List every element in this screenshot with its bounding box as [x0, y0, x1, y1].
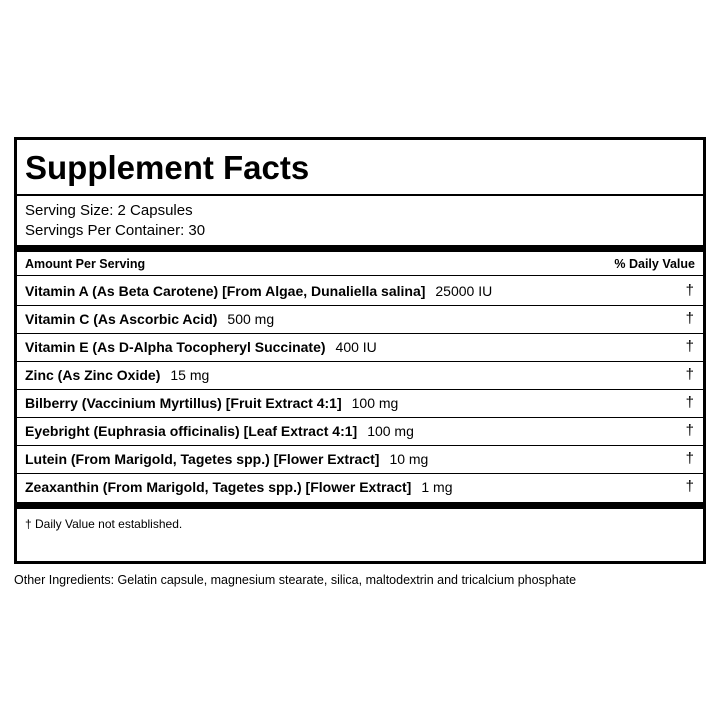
nutrient-row	[17, 474, 703, 502]
nutrient-amount: 25000 IU	[435, 283, 493, 299]
supplement-facts-panel	[14, 137, 706, 564]
nutrient-list	[17, 278, 703, 502]
thick-divider-top	[17, 245, 703, 252]
daily-value: †	[685, 310, 694, 327]
nutrient-name: Vitamin C (As Ascorbic Acid) 500 mg	[25, 311, 275, 327]
nutrient-amount: 100 mg	[351, 395, 399, 411]
nutrient-name: Zeaxanthin (From Marigold, Tagetes spp.) [Flower Extract] 1 mg	[25, 479, 453, 495]
servings-per-container: Servings Per Container: 30	[25, 222, 206, 239]
nutrient-name: Lutein (From Marigold, Tagetes spp.) [Flower Extract] 10 mg	[25, 451, 429, 467]
nutrient-row	[17, 446, 703, 474]
nutrient-row	[17, 306, 703, 334]
daily-value-header: % Daily Value	[614, 257, 695, 271]
other-ingredients: Other Ingredients: Gelatin capsule, magnesium stearate, silica, maltodextrin and tricalcium phosphate	[14, 573, 577, 587]
amount-per-serving-header: Amount Per Serving	[25, 257, 146, 271]
nutrient-name: Eyebright (Euphrasia officinalis) [Leaf Extract 4:1] 100 mg	[25, 423, 414, 439]
nutrient-amount: 15 mg	[170, 367, 210, 383]
serving-size: Serving Size: 2 Capsules	[25, 202, 193, 219]
nutrient-name: Zinc (As Zinc Oxide) 15 mg	[25, 367, 210, 383]
nutrient-row	[17, 418, 703, 446]
daily-value: †	[685, 450, 694, 467]
title-divider	[17, 194, 703, 196]
nutrient-row	[17, 390, 703, 418]
daily-value: †	[685, 394, 694, 411]
nutrient-amount: 1 mg	[421, 479, 453, 495]
nutrient-row	[17, 334, 703, 362]
nutrient-amount: 10 mg	[389, 451, 429, 467]
nutrient-name: Vitamin A (As Beta Carotene) [From Algae, Dunaliella salina] 25000 IU	[25, 283, 493, 299]
daily-value: †	[685, 338, 694, 355]
nutrient-amount: 500 mg	[227, 311, 275, 327]
daily-value: †	[685, 366, 694, 383]
column-header-row	[17, 252, 703, 276]
panel-title: Supplement Facts	[25, 149, 310, 186]
nutrient-row	[17, 278, 703, 306]
daily-value-footnote: † Daily Value not established.	[25, 517, 183, 531]
thick-divider-bottom	[17, 502, 703, 509]
nutrient-row	[17, 362, 703, 390]
nutrient-amount: 400 IU	[335, 339, 377, 355]
daily-value: †	[685, 478, 694, 495]
nutrient-name: Bilberry (Vaccinium Myrtillus) [Fruit Extract 4:1] 100 mg	[25, 395, 399, 411]
nutrient-name: Vitamin E (As D-Alpha Tocopheryl Succinate) 400 IU	[25, 339, 377, 355]
daily-value: †	[685, 282, 694, 299]
nutrient-amount: 100 mg	[367, 423, 414, 439]
daily-value: †	[685, 422, 694, 439]
